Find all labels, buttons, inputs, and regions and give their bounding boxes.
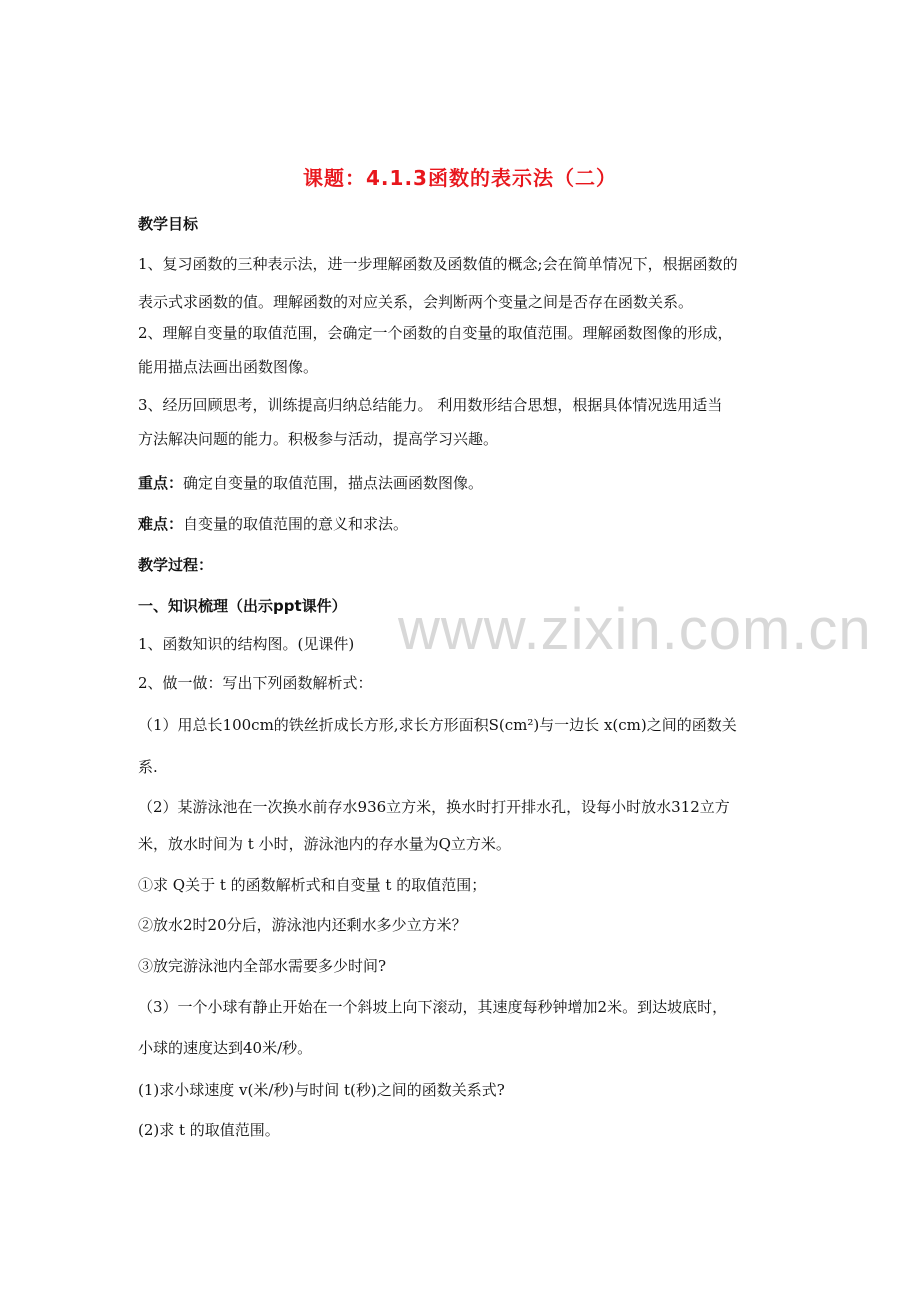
key-point	[138, 473, 788, 493]
difficulty	[138, 514, 788, 534]
item-line: ①求 Q关于 t 的函数解析式和自变量 t 的取值范围；	[138, 876, 487, 894]
goals-line-5: 3、经历回顾思考，训练提高归纳总结能力。 利用数形结合思想，根据具体情况选用适当	[138, 396, 723, 414]
goals-line-4: 能用描点法画出函数图像。	[138, 358, 319, 376]
goals-line-6: 方法解决问题的能力。积极参与活动，提高学习兴趣。	[138, 430, 499, 448]
item-line: 系.	[138, 758, 158, 776]
goals-heading: 教学目标	[138, 215, 199, 233]
item-line: （2）某游泳池在一次换水前存水936立方米，换水时打开排水孔，设每小时放水312立方	[138, 798, 730, 816]
section1-heading: 一、知识梳理（出示ppt课件）	[138, 597, 347, 615]
goals-line-2: 表示式求函数的值。理解函数的对应关系，会判断两个变量之间是否存在函数关系。	[138, 293, 694, 311]
item-line: 2、做一做：写出下列函数解析式：	[138, 674, 373, 692]
item-line: 米，放水时间为 t 小时，游泳池内的存水量为Q立方米。	[138, 835, 511, 853]
item-line: ③放完游泳池内全部水需要多少时间?	[138, 957, 387, 975]
item-line: (1)求小球速度 v(米/秒)与时间 t(秒)之间的函数关系式?	[138, 1081, 505, 1099]
watermark: www.zixin.com.cn	[398, 597, 872, 662]
process-heading: 教学过程：	[138, 556, 214, 574]
page-title: 课题：4.1.3函数的表示法（二）	[303, 166, 617, 190]
item-line: （1）用总长100cm的铁丝折成长方形,求长方形面积S(cm²)与一边长 x(cm)之间的函数关	[138, 716, 737, 734]
goals-line-3: 2、理解自变量的取值范围，会确定一个函数的自变量的取值范围。理解函数图像的形成，	[138, 324, 733, 342]
item-line: (2)求 t 的取值范围。	[138, 1121, 280, 1139]
difficulty-label: 难点：	[138, 515, 184, 533]
key-point-text: 确定自变量的取值范围，描点法画函数图像。	[183, 474, 484, 492]
item-line: 小球的速度达到40米/秒。	[138, 1039, 313, 1057]
key-point-label: 重点：	[138, 474, 184, 492]
difficulty-text: 自变量的取值范围的意义和求法。	[183, 515, 409, 533]
goals-line-1: 1、复习函数的三种表示法，进一步理解函数及函数值的概念;会在简单情况下，根据函数的	[138, 255, 738, 273]
item-line: ②放水2时20分后，游泳池内还剩水多少立方米？	[138, 916, 467, 934]
item-line: （3）一个小球有静止开始在一个斜坡上向下滚动，其速度每秒钟增加2米。到达坡底时，	[138, 998, 728, 1016]
item-line: 1、函数知识的结构图。(见课件)	[138, 635, 355, 653]
